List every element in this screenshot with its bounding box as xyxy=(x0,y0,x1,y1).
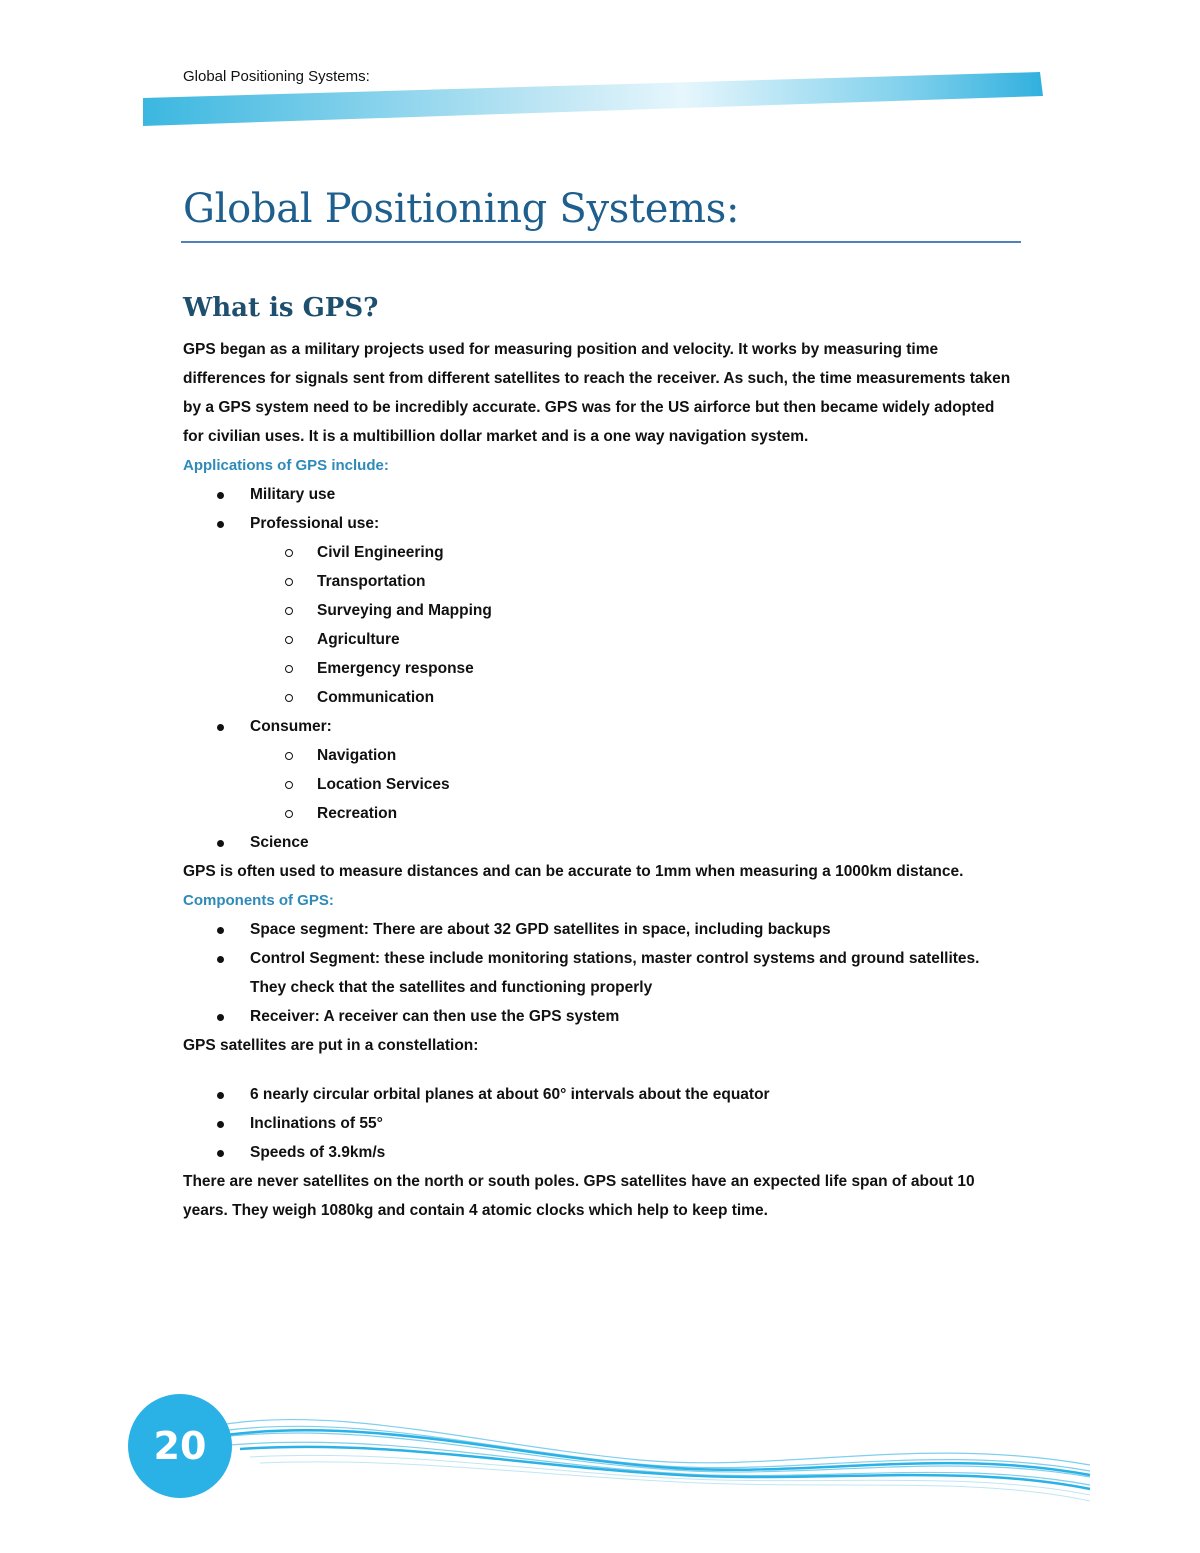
page-number: 20 xyxy=(153,1424,207,1468)
section-heading: What is GPS? xyxy=(183,293,379,323)
list-item xyxy=(183,509,1013,712)
sublist-item: Surveying and Mapping xyxy=(250,596,1013,625)
list-item: Speeds of 3.9km/s xyxy=(183,1138,1013,1167)
intro-paragraph: GPS began as a military projects used for measuring position and velocity. It works by measuring time differences for signals sent from different satellites to reach the receiver. As such, the time measurements taken by a GPS system need to be incredibly accurate. GPS was for the US airforce but then became widely adopted for civilian uses. It is a multibillion dollar market and is a one way navigation system. xyxy=(183,341,1011,445)
document-body xyxy=(183,335,1013,1225)
sublist-item: Civil Engineering xyxy=(250,538,1013,567)
sublist-item: Communication xyxy=(250,683,1013,712)
list-item: Space segment: There are about 32 GPD satellites in space, including backups xyxy=(183,915,1013,944)
list-item: Receiver: A receiver can then use the GPS system xyxy=(183,1002,1013,1031)
closing-paragraph: There are never satellites on the north or south poles. GPS satellites have an expected life span of about 10 years. They weigh 1080kg and contain 4 atomic clocks which help to keep time. xyxy=(183,1173,975,1219)
list-item: Science xyxy=(183,828,1013,857)
sublist-item: Recreation xyxy=(250,799,1013,828)
sublist-item: Transportation xyxy=(250,567,1013,596)
list-item: Inclinations of 55° xyxy=(183,1109,1013,1138)
components-list xyxy=(183,915,1013,1031)
sublist-item: Navigation xyxy=(250,741,1013,770)
list-item xyxy=(183,712,1013,828)
page-number-badge xyxy=(128,1394,232,1498)
applications-list xyxy=(183,480,1013,857)
list-item-label: Professional use: xyxy=(250,515,380,532)
accuracy-paragraph: GPS is often used to measure distances and can be accurate to 1mm when measuring a 1000km distance. xyxy=(183,863,964,880)
components-heading: Components of GPS: xyxy=(183,892,334,909)
list-item: 6 nearly circular orbital planes at about 60° intervals about the equator xyxy=(183,1080,1013,1109)
list-item-label: Consumer: xyxy=(250,718,332,735)
professional-sublist xyxy=(250,538,1013,712)
header-banner-decoration xyxy=(0,60,1200,140)
sublist-item: Agriculture xyxy=(250,625,1013,654)
list-item: Control Segment: these include monitoring stations, master control systems and ground satellites. They check that the satellites and functioning properly xyxy=(183,944,1013,1002)
sublist-item: Location Services xyxy=(250,770,1013,799)
consumer-sublist xyxy=(250,741,1013,828)
list-item: Military use xyxy=(183,480,1013,509)
footer-wave-decoration xyxy=(220,1405,1100,1505)
constellation-intro: GPS satellites are put in a constellation: xyxy=(183,1037,479,1054)
title-underline xyxy=(181,241,1021,243)
page-title: Global Positioning Systems: xyxy=(183,186,740,232)
running-header: Global Positioning Systems: xyxy=(183,68,370,85)
applications-heading: Applications of GPS include: xyxy=(183,457,389,474)
constellation-list xyxy=(183,1080,1013,1167)
sublist-item: Emergency response xyxy=(250,654,1013,683)
